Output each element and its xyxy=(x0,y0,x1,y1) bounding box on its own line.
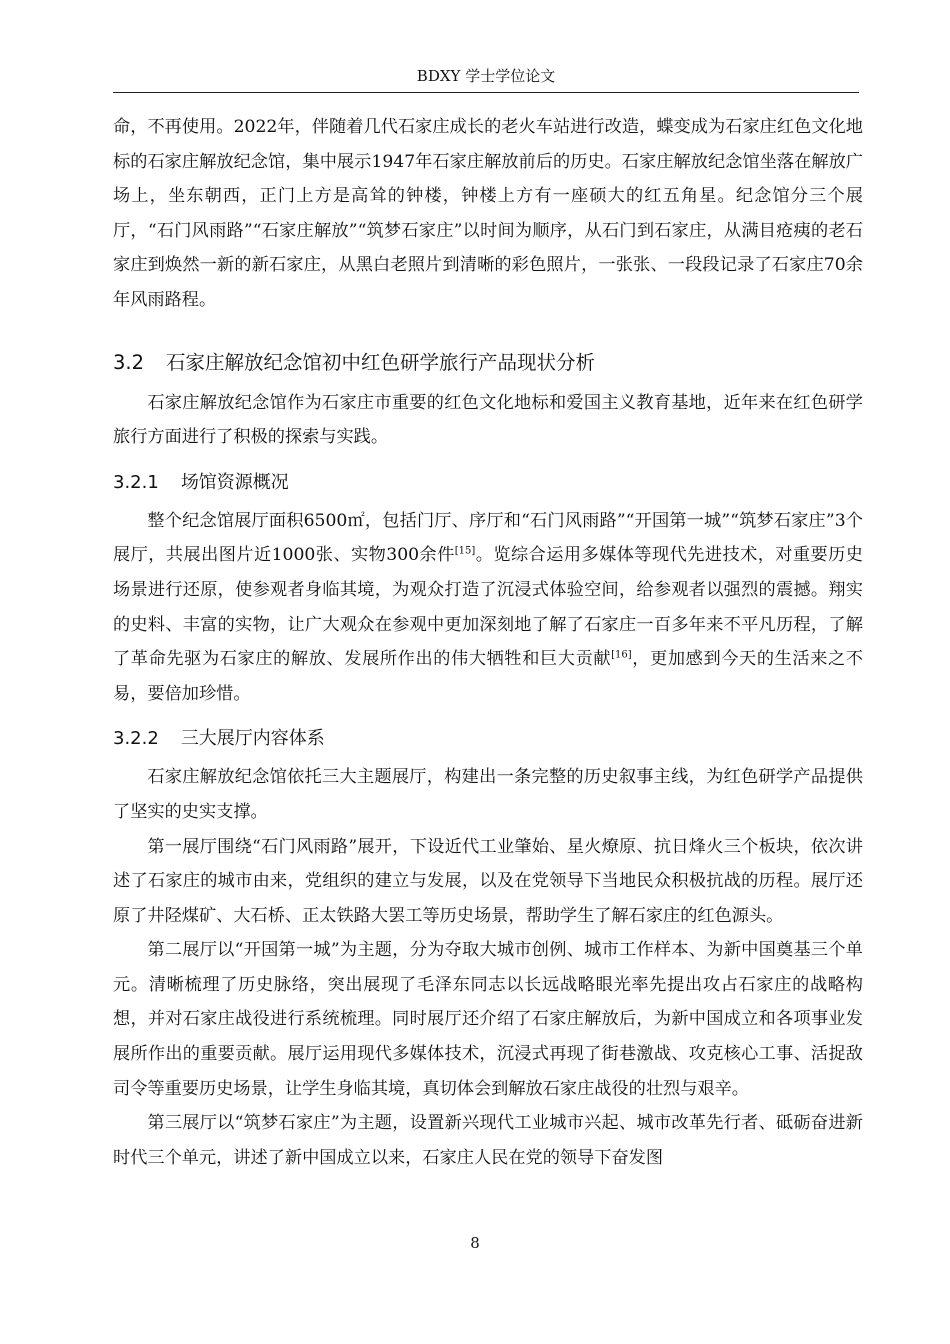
page-body xyxy=(113,110,863,1175)
subsection-number: 3.2.1 xyxy=(113,471,159,493)
subsection-number: 3.2.2 xyxy=(113,728,159,750)
header-title: BDXY 学士学位论文 xyxy=(416,67,556,85)
para-text: 。览综合运用多媒体等现代先进技术，对重要历史场景进行还原，使参观者身临其境，为观众打造了沉浸式体验空间，给参观者以强烈的震撼。翔实的史料、丰富的实物，让广大观众在参观中更加深刻地了解了石家庄一百多年来不平凡历程，了解了革命先驱为石家庄的解放、发展所作出的伟大牺牲和巨大贡献 xyxy=(113,545,863,670)
section-3-2-1-paragraph xyxy=(113,504,863,712)
page-header xyxy=(113,62,859,93)
page-number: 8 xyxy=(470,1234,480,1252)
section-heading-3-2-1 xyxy=(113,468,863,498)
section-3-2-2-paragraph-2: 第一展厅围绕“石门风雨路”展开，下设近代工业肇始、星火燎原、抗日烽火三个板块，依次讲述了石家庄的城市由来，党组织的建立与发展，以及在党领导下当地民众积极抗战的历程。展厅还原了井陉煤矿、大石桥、正太铁路大罢工等历史场景，帮助学生了解石家庄的红色源头。 xyxy=(113,836,863,926)
page-footer xyxy=(0,1234,950,1252)
para-text: 整个纪念馆展厅面积6500㎡，包括门厅、序厅和“石门风雨路”“开国第一城”“筑梦石家庄”3个展厅，共展出图片近1000张、实物300余件 xyxy=(113,510,863,566)
para-text: ，更加感到今天的生活来之不易，要倍加珍惜。 xyxy=(113,649,863,704)
citation-15: [15] xyxy=(454,545,476,557)
section-3-2-paragraph: 石家庄解放纪念馆作为石家庄市重要的红色文化地标和爱国主义教育基地，近年来在红色研学旅行方面进行了积极的探索与实践。 xyxy=(113,392,863,448)
section-heading-3-2-2 xyxy=(113,724,863,754)
section-3-2-2-paragraph-3: 第二展厅以“开国第一城”为主题，分为夺取大城市创例、城市工作样本、为新中国奠基三个单元。清晰梳理了历史脉络，突出展现了毛泽东同志以长远战略眼光率先提出攻占石家庄的战略构想，并对石家庄战役进行系统梳理。同时展厅还介绍了石家庄解放后，为新中国成立和各项事业发展所作出的重要贡献。展厅运用现代多媒体技术，沉浸式再现了街巷激战、攻克核心工事、活捉敌司令等重要历史场景，让学生身临其境，真切体会到解放石家庄战役的壮烈与艰辛。 xyxy=(113,940,863,1099)
continuation-paragraph: 命，不再使用。2022年，伴随着几代石家庄成长的老火车站进行改造，蝶变成为石家庄红色文化地标的石家庄解放纪念馆，集中展示1947年石家庄解放前后的历史。石家庄解放纪念馆坐落在解放广场上，坐东朝西，正门上方是高耸的钟楼，钟楼上方有一座硕大的红五角星。纪念馆分三个展厅，“石门风雨路”“石家庄解放”“筑梦石家庄”以时间为顺序，从石门到石家庄，从满目疮痍的老石家庄到焕然一新的新石家庄，从黑白老照片到清晰的彩色照片，一张张、一段段记录了石家庄70余年风雨路程。 xyxy=(113,117,863,310)
subsection-title: 场馆资源概况 xyxy=(180,471,289,493)
subsection-title: 三大展厅内容体系 xyxy=(180,728,325,750)
section-3-2-2-paragraph-4: 第三展厅以“筑梦石家庄”为主题，设置新兴现代工业城市兴起、城市改革先行者、砥砺奋进新时代三个单元，讲述了新中国成立以来，石家庄人民在党的领导下奋发图 xyxy=(113,1113,863,1168)
section-number: 3.2 xyxy=(113,350,145,374)
section-title: 石家庄解放纪念馆初中红色研学旅行产品现状分析 xyxy=(166,350,596,374)
section-heading-3-2 xyxy=(113,348,863,378)
citation-16: [16] xyxy=(611,649,632,661)
section-3-2-2-paragraph-1: 石家庄解放纪念馆依托三大主题展厅，构建出一条完整的历史叙事主线，为红色研学产品提供了坚实的史实支撑。 xyxy=(113,767,863,822)
